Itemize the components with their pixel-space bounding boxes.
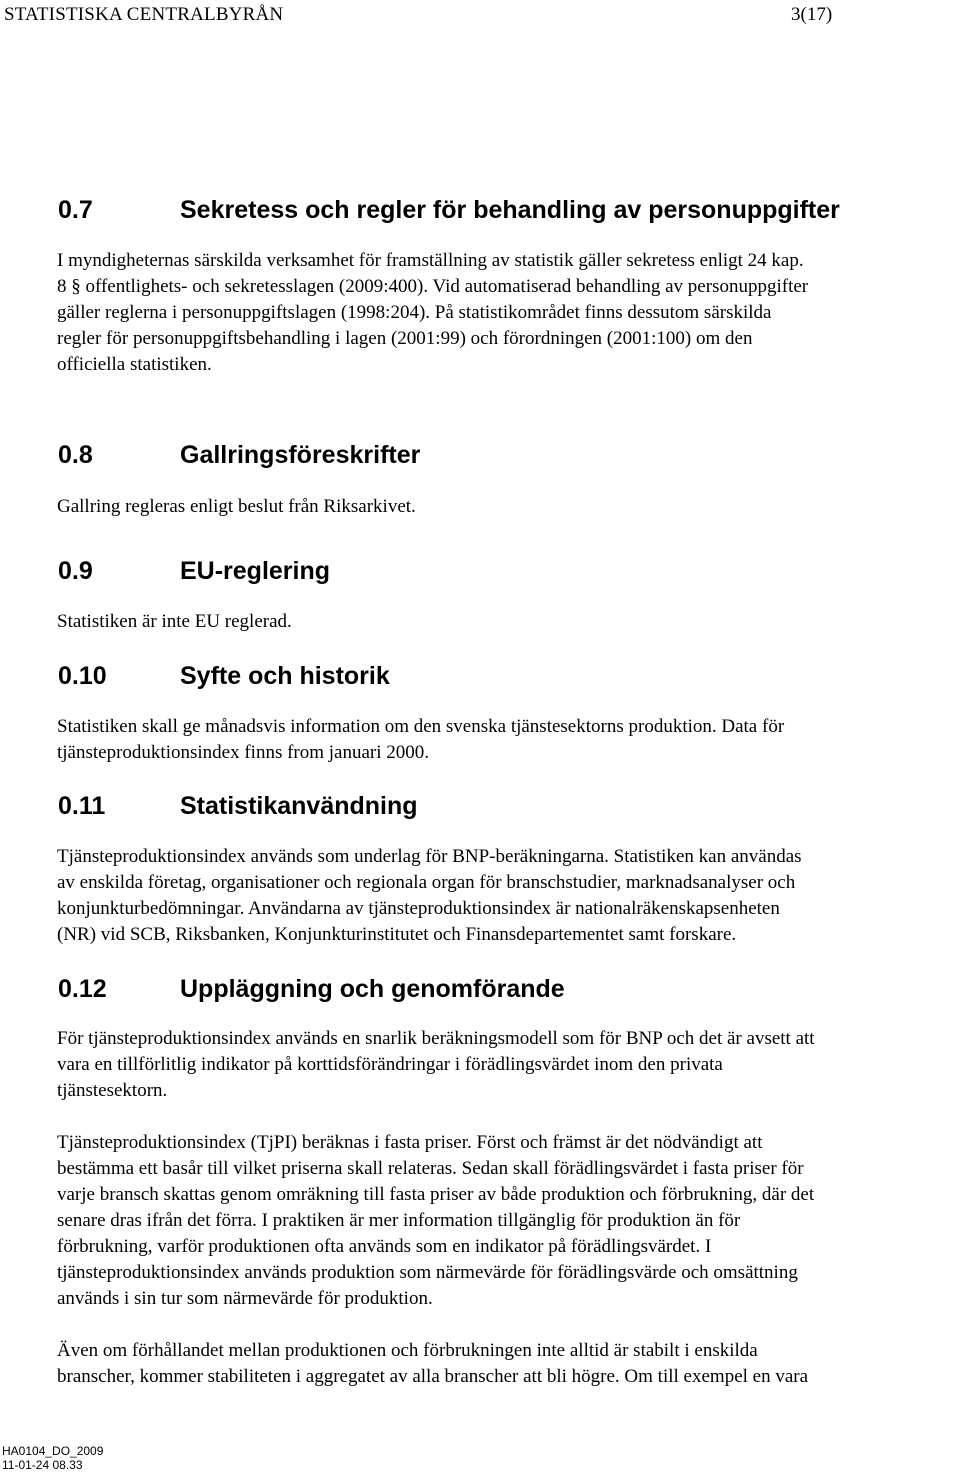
section-paragraph [57, 494, 960, 520]
paragraph-line: av enskilda företag, organisationer och regionala organ för branschstudier, marknadsanalyser och [57, 872, 796, 893]
section-heading-0-11 [58, 792, 418, 821]
organization-name: STATISTISKA CENTRALBYRÅN [4, 4, 284, 25]
section-number: 0.11 [58, 792, 106, 820]
paragraph-line: branscher, kommer stabiliteten i aggregatet av alla branscher att bli högre. Om till exempel en vara [57, 1366, 809, 1387]
section-heading-0-9 [58, 557, 330, 586]
paragraph-line: Även om förhållandet mellan produktionen och förbrukningen inte alltid är stabilt i enskilda [57, 1340, 758, 1361]
document-timestamp: 11-01-24 08.33 [2, 1458, 83, 1472]
paragraph-line: konjunkturbedömningar. Användarna av tjänsteproduktionsindex är nationalräkenskapsenheten [57, 898, 780, 919]
section-title: Gallringsföreskrifter [180, 441, 421, 469]
section-paragraph [57, 844, 960, 948]
section-title: EU-reglering [180, 557, 331, 585]
paragraph-line: tjänsteproduktionsindex finns from januari 2000. [57, 742, 430, 763]
paragraph-line: varje bransch skattas genom omräkning till fasta priser av både produktion och förbrukning, där det [57, 1184, 815, 1205]
paragraph-line: Statistiken är inte EU reglerad. [57, 611, 292, 632]
section-heading-0-10 [58, 662, 390, 691]
paragraph-line: officiella statistiken. [57, 354, 212, 375]
section-paragraph [57, 248, 960, 378]
section-number: 0.7 [58, 196, 93, 224]
section-heading-0-12 [58, 975, 565, 1004]
section-heading-0-8 [58, 441, 420, 470]
section-heading-0-7 [58, 196, 840, 225]
paragraph-line: vara en tillförlitlig indikator på korttidsförändringar i förädlingsvärdet inom den privata [57, 1054, 723, 1075]
section-paragraph [57, 1338, 960, 1390]
paragraph-line: (NR) vid SCB, Riksbanken, Konjunkturinstitutet och Finansdepartementet samt forskare. [57, 924, 737, 945]
section-number: 0.10 [58, 662, 107, 690]
section-title: Syfte och historik [180, 662, 390, 690]
document-id: HA0104_DO_2009 [2, 1444, 104, 1458]
paragraph-line: Tjänsteproduktionsindex används som underlag för BNP-beräkningarna. Statistiken kan användas [57, 846, 802, 867]
section-title: Uppläggning och genomförande [180, 975, 565, 1003]
section-title: Sekretess och regler för behandling av personuppgifter [180, 196, 840, 224]
paragraph-line: förbrukning, varför produktionen ofta används som en indikator på förädlingsvärdet. I [57, 1236, 712, 1257]
paragraph-line: För tjänsteproduktionsindex används en snarlik beräkningsmodell som för BNP och det är avsett att [57, 1028, 815, 1049]
paragraph-line: används i sin tur som närmevärde för produktion. [57, 1288, 433, 1309]
section-paragraph [57, 1026, 960, 1104]
section-number: 0.12 [58, 975, 107, 1003]
section-title: Statistikanvändning [180, 792, 418, 820]
paragraph-line: Statistiken skall ge månadsvis information om den svenska tjänstesektorns produktion. Data för [57, 716, 785, 737]
paragraph-line: tjänstesektorn. [57, 1080, 168, 1101]
section-paragraph [57, 1130, 960, 1312]
paragraph-line: Gallring regleras enligt beslut från Riksarkivet. [57, 496, 416, 517]
section-number: 0.9 [58, 557, 93, 585]
section-paragraph [57, 609, 960, 635]
paragraph-line: regler för personuppgiftsbehandling i lagen (2001:99) och förordningen (2001:100) om den [57, 328, 753, 349]
paragraph-line: Tjänsteproduktionsindex (TjPI) beräknas i fasta priser. Först och främst är det nödvändigt att [57, 1132, 763, 1153]
page-number: 3(17) [791, 4, 833, 25]
paragraph-line: I myndigheternas särskilda verksamhet för framställning av statistik gäller sekretess enligt 24 kap. [57, 250, 804, 271]
paragraph-line: tjänsteproduktionsindex används produktion som närmevärde för förädlingsvärde och omsättning [57, 1262, 798, 1283]
section-paragraph [57, 714, 960, 766]
section-number: 0.8 [58, 441, 93, 469]
paragraph-line: gäller reglerna i personuppgiftslagen (1998:204). På statistikområdet finns dessutom särskilda [57, 302, 772, 323]
paragraph-line: senare dras ifrån det förra. I praktiken är mer information tillgänglig för produktion än för [57, 1210, 741, 1231]
page-footer [2, 1444, 103, 1472]
paragraph-line: 8 § offentlighets- och sekretesslagen (2009:400). Vid automatiserad behandling av personuppgifter [57, 276, 809, 297]
paragraph-line: bestämma ett basår till vilket priserna skall relateras. Sedan skall förädlingsvärdet i fasta priser för [57, 1158, 804, 1179]
